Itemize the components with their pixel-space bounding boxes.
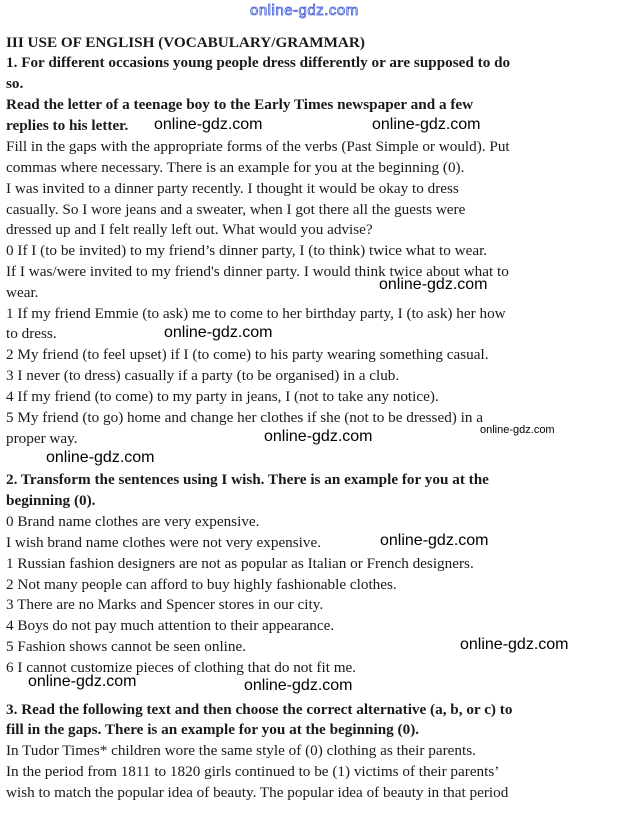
- watermark: online-gdz.com: [264, 428, 373, 445]
- watermark: online-gdz.com: [28, 673, 137, 690]
- section-title: III USE OF ENGLISH (VOCABULARY/GRAMMAR): [6, 34, 365, 51]
- task1-sentence5-line1: 5 My friend (to go) home and change her clothes if she (not to be dressed) in a: [6, 409, 483, 426]
- task1-sentence1-line2: to dress.: [6, 325, 57, 342]
- task1-example-answer-line2: wear.: [6, 284, 39, 301]
- watermark: online-gdz.com: [379, 276, 488, 293]
- task1-instruction-line1: Fill in the gaps with the appropriate forms of the verbs (Past Simple or would). Put: [6, 138, 510, 155]
- task1-example: 0 If I (to be invited) to my friend’s dinner party, I (to think) twice what to wear.: [6, 242, 488, 259]
- task3-text-line1: In Tudor Times* children wore the same style of (0) clothing as their parents.: [6, 742, 476, 759]
- task1-sentence3: 3 I never (to dress) casually if a party (to be organised) in a club.: [6, 367, 400, 384]
- watermark: online-gdz.com: [154, 116, 263, 133]
- letter-line1: I was invited to a dinner party recently. I thought it would be okay to dress: [6, 180, 459, 197]
- task3-text-line2: In the period from 1811 to 1820 girls continued to be (1) victims of their parents’: [6, 763, 500, 780]
- task1-sentence4: 4 If my friend (to come) to my party in jeans, I (not to take any notice).: [6, 388, 439, 405]
- letter-line3: dressed up and I felt really left out. What would you advise?: [6, 221, 373, 238]
- watermark-top: online-gdz.com: [250, 2, 359, 19]
- task3-heading-line2: fill in the gaps. There is an example for you at the beginning (0).: [6, 721, 420, 738]
- task2-sentence4: 4 Boys do not pay much attention to their appearance.: [6, 617, 335, 634]
- task2-sentence5: 5 Fashion shows cannot be seen online.: [6, 638, 247, 655]
- task2-sentence1: 1 Russian fashion designers are not as popular as Italian or French designers.: [6, 555, 474, 572]
- task1-sentence5-line2: proper way.: [6, 430, 78, 447]
- task1-heading-line1: 1. For different occasions young people dress differently or are supposed to do: [6, 54, 511, 71]
- task1-example-answer-line1: If I was/were invited to my friend's dinner party. I would think twice about what to: [6, 263, 509, 280]
- watermark: online-gdz.com: [244, 677, 353, 694]
- watermark: online-gdz.com: [372, 116, 481, 133]
- task2-heading-line2: beginning (0).: [6, 492, 96, 509]
- task3-heading-line1: 3. Read the following text and then choose the correct alternative (a, b, or c) to: [6, 701, 513, 718]
- task2-example-answer: I wish brand name clothes were not very expensive.: [6, 534, 322, 551]
- watermark: online-gdz.com: [460, 636, 569, 653]
- watermark: online-gdz.com: [480, 424, 555, 436]
- task1-subheading-line2: replies to his letter.: [6, 117, 129, 134]
- task3-text-line3: wish to match the popular idea of beauty. The popular idea of beauty in that period: [6, 784, 509, 801]
- task1-sentence1-line1: 1 If my friend Emmie (to ask) me to come to her birthday party, I (to ask) her how: [6, 305, 506, 322]
- task2-sentence2: 2 Not many people can afford to buy highly fashionable clothes.: [6, 576, 397, 593]
- watermark: online-gdz.com: [164, 324, 273, 341]
- task1-instruction-line2: commas where necessary. There is an example for you at the beginning (0).: [6, 159, 465, 176]
- task2-example: 0 Brand name clothes are very expensive.: [6, 513, 260, 530]
- watermark: online-gdz.com: [380, 532, 489, 549]
- task1-sentence2: 2 My friend (to feel upset) if I (to come) to his party wearing something casual.: [6, 346, 489, 363]
- watermark: online-gdz.com: [46, 449, 155, 466]
- task2-heading-line1: 2. Transform the sentences using I wish. There is an example for you at the: [6, 471, 489, 488]
- task2-sentence3: 3 There are no Marks and Spencer stores in our city.: [6, 596, 324, 613]
- task1-subheading-line1: Read the letter of a teenage boy to the Early Times newspaper and a few: [6, 96, 474, 113]
- letter-line2: casually. So I wore jeans and a sweater, when I got there all the guests were: [6, 201, 466, 218]
- task1-heading-line2: so.: [6, 75, 24, 92]
- task2-sentence6: 6 I cannot customize pieces of clothing that do not fit me.: [6, 659, 357, 676]
